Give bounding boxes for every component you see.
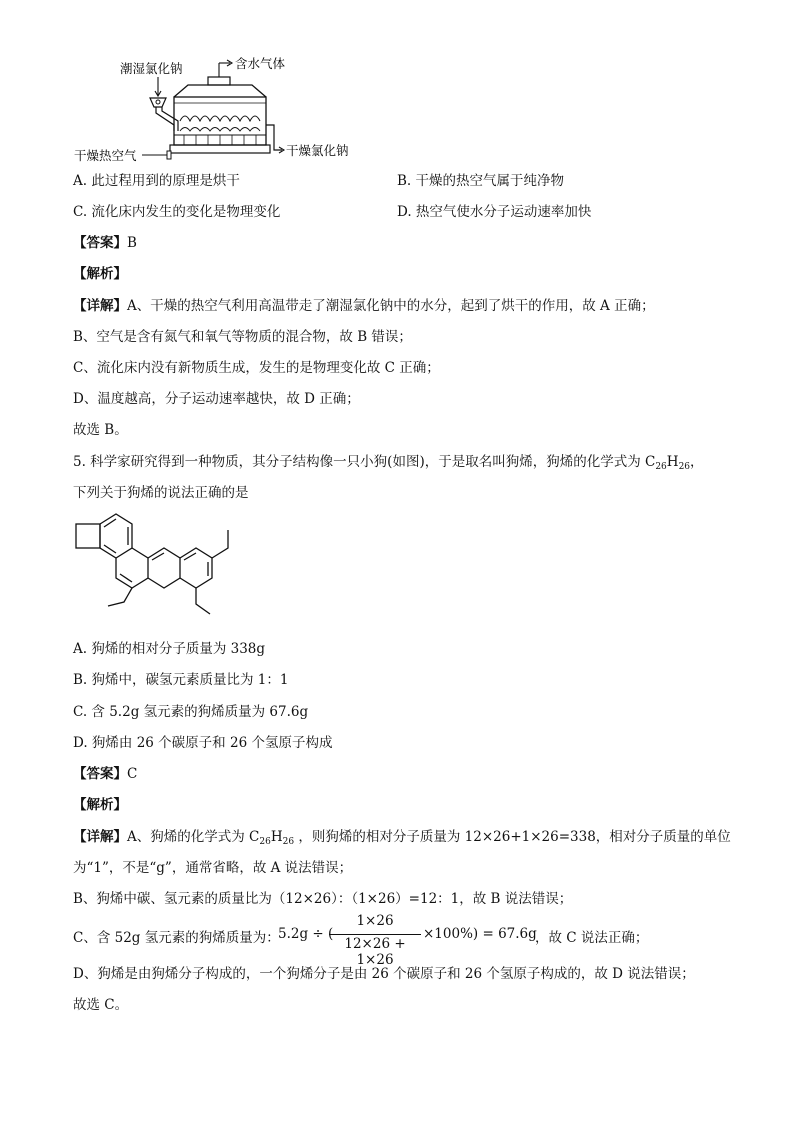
- label-dry-salt: 干燥氯化钠: [286, 143, 349, 158]
- q4-detail-line-3: C、流化床内没有新物质生成，发生的是物理变化故 C 正确；: [73, 360, 440, 376]
- answer-value: B: [127, 235, 137, 251]
- q5-detail-d: D、狗烯是由狗烯分子构成的，一个狗烯分子是由 26 个碳原子和 26 个氢原子构成的，故 D 说法错误；: [73, 966, 695, 982]
- fluidized-bed-diagram: [70, 55, 370, 170]
- detail-label: 【详解】: [73, 298, 127, 314]
- formula-right: ×100%) = 67.6g: [423, 926, 537, 942]
- q4-detail-line-2: B、空气是含有氮气和氧气等物质的混合物，故 B 错误；: [73, 329, 412, 345]
- q5-analysis-label: [73, 795, 127, 815]
- q5-stem-line-1: [73, 452, 704, 472]
- q5-option-d: D. 狗烯由 26 个碳原子和 26 个氢原子构成: [73, 735, 333, 751]
- formula-left: 5.2g ÷ (: [278, 926, 334, 942]
- q4-detail-line-4: D、温度越高，分子运动速率越快，故 D 正确；: [73, 391, 360, 407]
- detail-text: A、狗烯的化学式为 C: [127, 829, 260, 845]
- q4-detail-line-1: [73, 296, 655, 316]
- detail-label: 【详解】: [73, 829, 127, 845]
- q5-option-c: C. 含 5.2g 氢元素的狗烯质量为 67.6g: [73, 704, 309, 720]
- q4-option-c: C. 流化床内发生的变化是物理变化: [73, 204, 281, 220]
- molecule-figure: [70, 508, 270, 630]
- detail-c-suffix: ，故 C 说法正确；: [535, 930, 649, 946]
- subscript: 26: [259, 837, 271, 847]
- subscript: 26: [655, 462, 667, 472]
- detail-text: ，则狗烯的相对分子质量为 12×26+1×26=338，相对分子质量的单位: [294, 829, 731, 845]
- q4-conclusion: 故选 B。: [73, 422, 128, 438]
- label-wet-salt: 潮湿氯化钠: [120, 61, 183, 76]
- fraction-numerator: 1×26: [356, 913, 394, 929]
- q5-option-a: A. 狗烯的相对分子质量为 338g: [73, 641, 266, 657]
- q4-option-a: A. 此过程用到的原理是烘干: [73, 173, 240, 189]
- fraction-denominator: 12×26 + 1×26: [344, 936, 406, 968]
- answer-label: 【答案】: [73, 235, 127, 251]
- element-symbol: H: [270, 829, 283, 845]
- subscript: 26: [282, 837, 295, 847]
- q5-detail-a: [73, 827, 731, 847]
- q5-option-b: B. 狗烯中，碳氢元素质量比为 1：1: [73, 672, 289, 688]
- punct: ，: [690, 454, 704, 470]
- subscript: 26: [678, 462, 691, 472]
- label-gas-out: 含水气体: [235, 56, 286, 71]
- dryer-apparatus-figure: [70, 55, 370, 170]
- q5-detail-b: B、狗烯中碳、氢元素的质量比为（12×26）：（1×26）=12：1，故 B 说法错误；: [73, 891, 573, 907]
- q4-analysis-label: [73, 264, 127, 284]
- q5-stem-line-2: 下列关于狗烯的说法正确的是: [73, 485, 249, 501]
- dog-ene-structure: [70, 508, 270, 630]
- q5-answer: [73, 764, 137, 784]
- analysis-label: 【解析】: [73, 266, 127, 282]
- q5-detail-a-line-2: 为“1”，不是“g”，通常省略，故 A 说法错误；: [73, 860, 353, 876]
- fraction-bar: [329, 934, 421, 935]
- stem-text: 5. 科学家研究得到一种物质，其分子结构像一只小狗(如图)，于是取名叫狗烯，狗烯的化学式为 C: [73, 454, 656, 470]
- q5-detail-c: [73, 913, 713, 968]
- q4-answer: [73, 233, 137, 253]
- element-symbol: H: [666, 454, 679, 470]
- detail-text: A、干燥的热空气利用高温带走了潮湿氯化钠中的水分，起到了烘干的作用，故 A 正确；: [127, 298, 655, 314]
- detail-c-prefix: C、含 52g 氢元素的狗烯质量为：: [73, 930, 280, 946]
- label-hot-air: 干燥热空气: [74, 148, 137, 163]
- answer-label: 【答案】: [73, 766, 127, 782]
- q5-conclusion: 故选 C。: [73, 997, 129, 1013]
- analysis-label: 【解析】: [73, 797, 127, 813]
- answer-value: C: [127, 766, 138, 782]
- q4-option-b: B. 干燥的热空气属于纯净物: [397, 173, 565, 189]
- q4-option-d: D. 热空气使水分子运动速率加快: [397, 204, 592, 220]
